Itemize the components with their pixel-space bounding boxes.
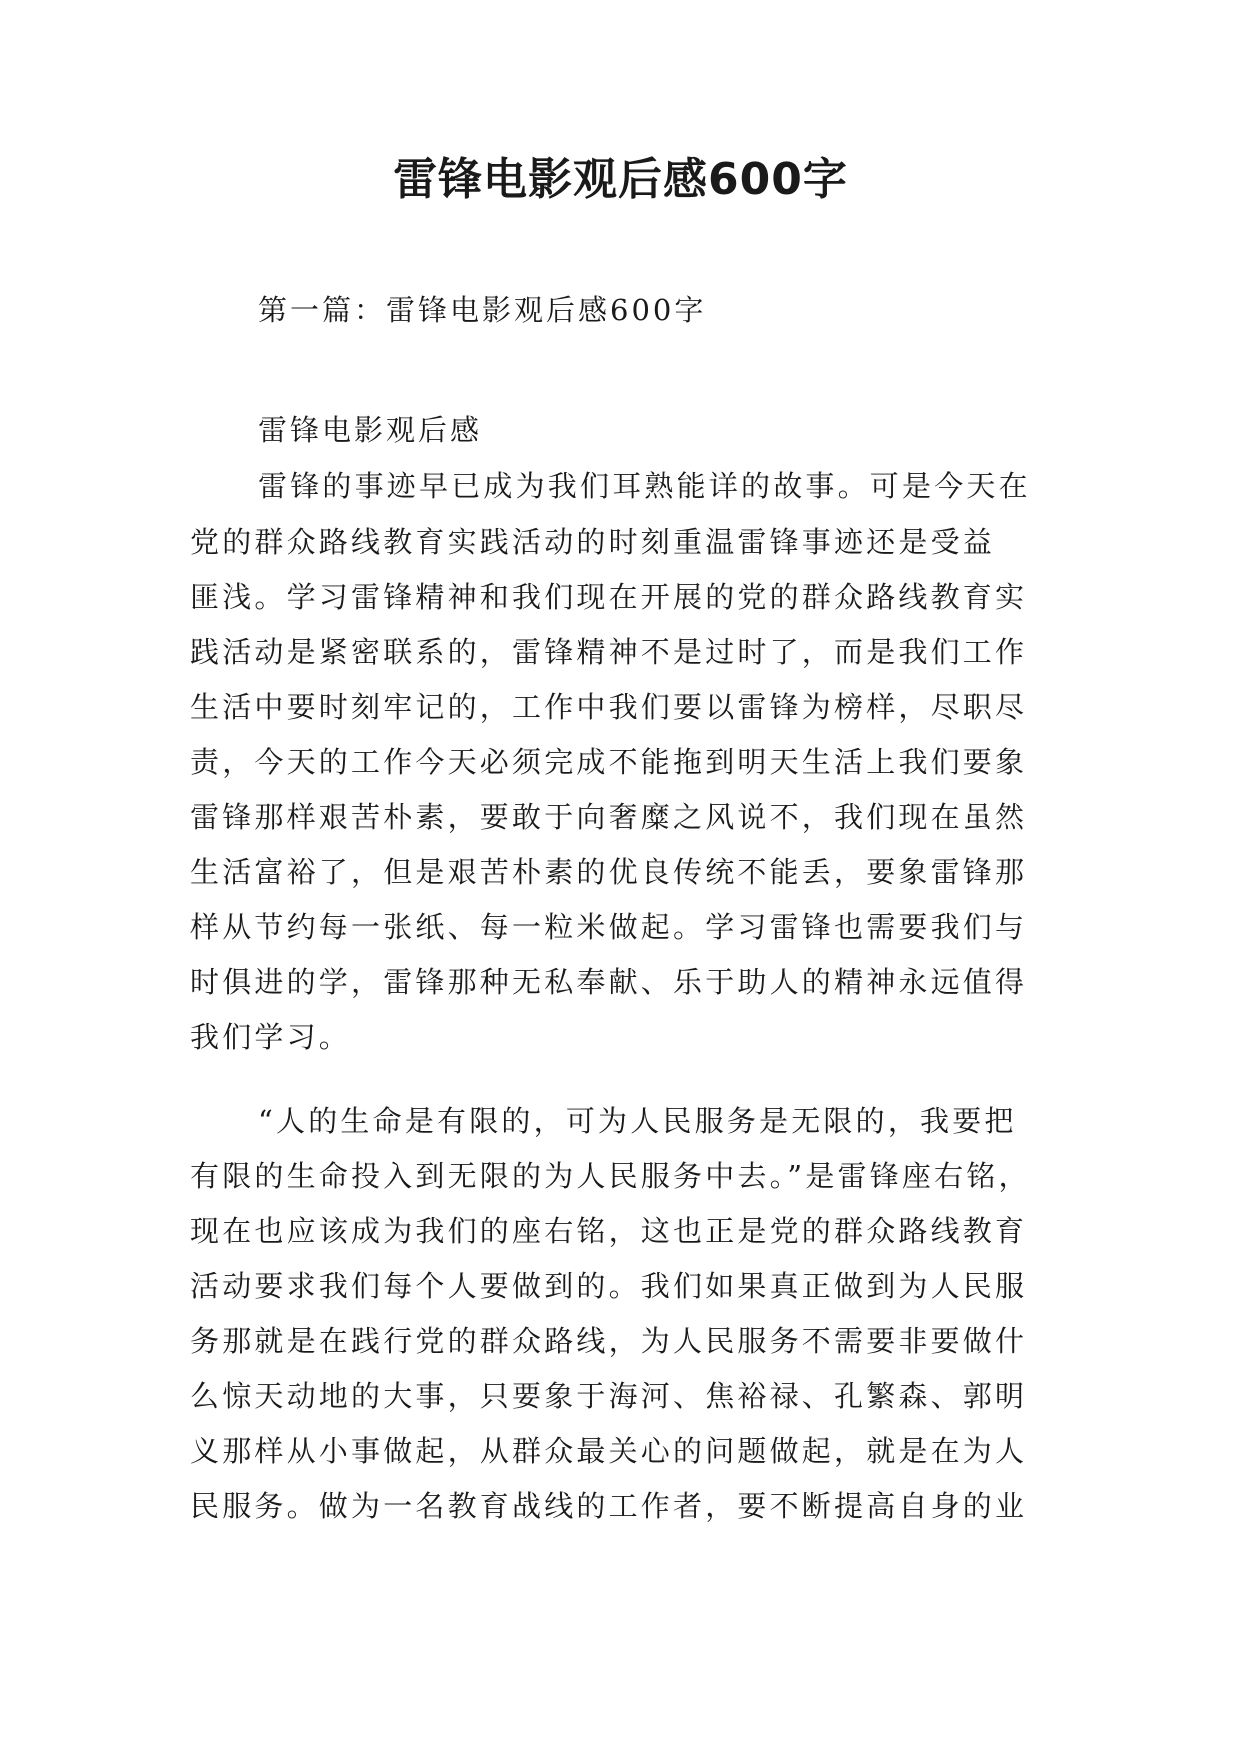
body-line: 生活中要时刻牢记的，工作中我们要以雷锋为榜样，尽职尽	[190, 690, 1028, 724]
body-line: 义那样从小事做起，从群众最关心的问题做起，就是在为人	[190, 1434, 1028, 1468]
body-line: 生活富裕了，但是艰苦朴素的优良传统不能丢，要象雷锋那	[190, 855, 1028, 889]
body-line: 党的群众路线教育实践活动的时刻重温雷锋事迹还是受益	[190, 525, 996, 559]
body-line: 活动要求我们每个人要做到的。我们如果真正做到为人民服	[190, 1269, 1028, 1303]
body-line: 样从节约每一张纸、每一粒米做起。学习雷锋也需要我们与	[190, 910, 1028, 944]
body-line: 务那就是在践行党的群众路线，为人民服务不需要非要做什	[190, 1324, 1028, 1358]
body-line: 雷锋的事迹早已成为我们耳熟能详的故事。可是今天在	[258, 469, 1031, 503]
body-line: 责，今天的工作今天必须完成不能拖到明天生活上我们要象	[190, 745, 1028, 779]
body-line: 匪浅。学习雷锋精神和我们现在开展的党的群众路线教育实	[190, 580, 1028, 614]
essay-heading: 雷锋电影观后感	[258, 413, 483, 447]
body-line: 践活动是紧密联系的，雷锋精神不是过时了，而是我们工作	[190, 635, 1028, 669]
body-line: 有限的生命投入到无限的为人民服务中去。”是雷锋座右铭，	[190, 1159, 1031, 1193]
body-line: 民服务。做为一名教育战线的工作者，要不断提高自身的业	[190, 1489, 1028, 1523]
body-line: 时俱进的学，雷锋那种无私奉献、乐于助人的精神永远值得	[190, 965, 1028, 999]
body-line: 我们学习。	[190, 1020, 352, 1054]
section-heading: 第一篇：雷锋电影观后感600字	[258, 293, 707, 327]
body-line: 么惊天动地的大事，只要象于海河、焦裕禄、孔繁森、郭明	[190, 1379, 1028, 1413]
body-line: 雷锋那样艰苦朴素，要敢于向奢糜之风说不，我们现在虽然	[190, 800, 1028, 834]
body-line: “人的生命是有限的，可为人民服务是无限的，我要把	[258, 1104, 1017, 1138]
body-line: 现在也应该成为我们的座右铭，这也正是党的群众路线教育	[190, 1214, 1028, 1248]
document-title: 雷锋电影观后感600字	[393, 154, 848, 205]
